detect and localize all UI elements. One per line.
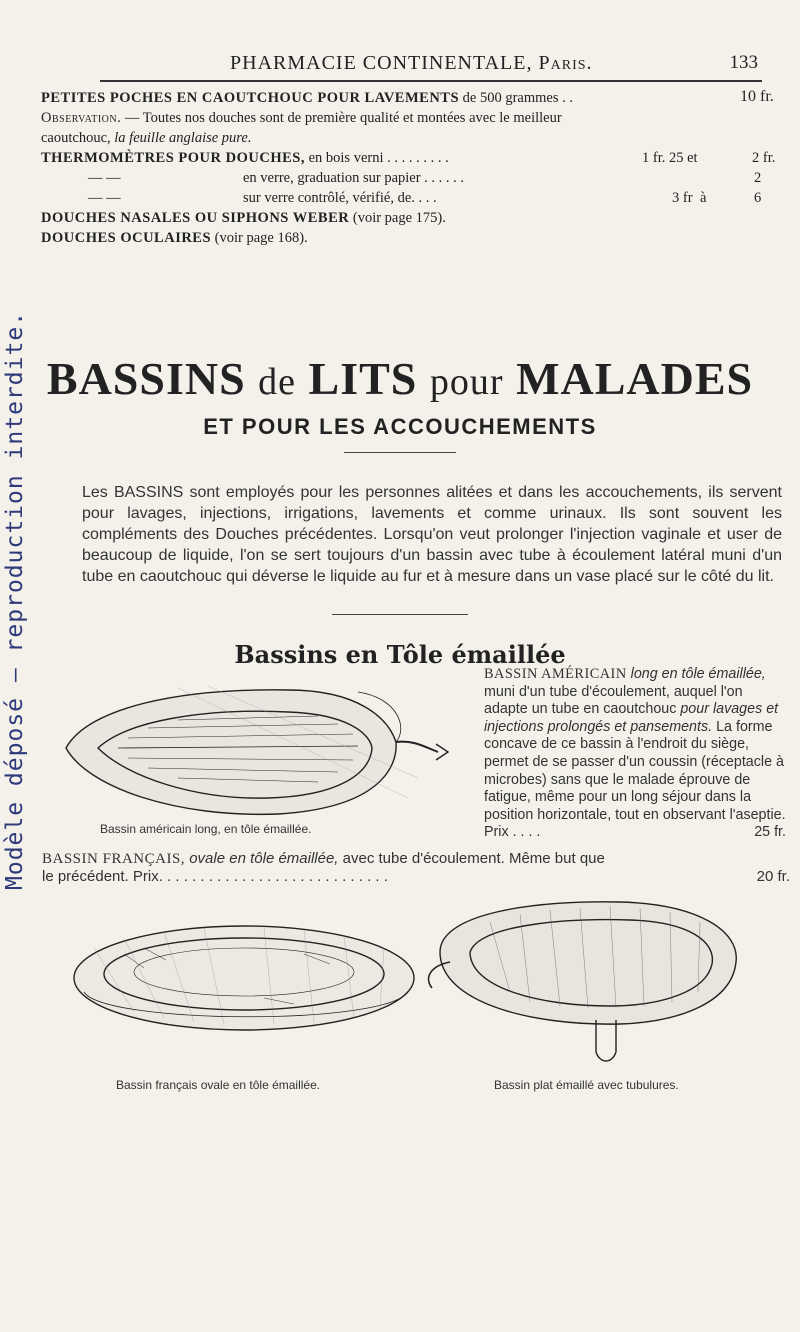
page-header [40,52,762,82]
french-basin-caption: Bassin français ovale en tôle émaillée. [116,1078,321,1092]
title-malades: MALADES [516,353,754,404]
side-stamp: Modèle déposé — reproduction interdite. [2,310,28,890]
section-title: Bassins en Tôle émaillée [234,640,566,669]
control-price-b: à [700,190,707,206]
header-rule [100,80,762,82]
american-basin-description [484,666,786,842]
control-price-c: 6 [754,190,762,206]
thermometer-rest: en bois verni . . . . . . . . . [308,150,449,166]
french-basin-illustration [64,908,424,1058]
american-basin-price: 25 fr. [754,824,786,841]
pockets-line [41,90,573,107]
thermometer-line [41,150,449,167]
intro-rule [332,614,468,615]
control-dash: — — [88,190,121,206]
french-basin-text-2: le précédent. Prix. . . . . . . . . . . . . . . . . . . . . . . . . . . . [42,868,388,885]
nasal-label: DOUCHES NASALES OU SIPHONS WEBER [41,210,350,226]
control-price-a: 3 fr [672,190,693,206]
ocular-rest: (voir page 168). [214,230,308,246]
ocular-line [41,230,308,247]
page-number: 133 [729,52,758,73]
glass-price: 2 [754,170,762,186]
observation-line [41,110,562,127]
title-lits: LITS [308,353,418,404]
pockets-rest: de 500 grammes . . [462,90,574,106]
nasal-line [41,210,446,227]
american-basin-italic-1: long en tôle émaillée, [630,666,766,682]
thermometer-label: THERMOMÈTRES POUR DOUCHES, [41,150,305,166]
american-basin-illustration [58,668,488,828]
ocular-label: DOUCHES OCULAIRES [41,230,212,246]
observation-text: — Toutes nos douches sont de première qualité et montées avec le meilleur [124,110,562,126]
french-basin-text-1: avec tube d'écoulement. Même but que [342,850,605,867]
observation-label: Observation. [41,110,122,126]
thermometer-price-b: 2 fr. [752,150,776,166]
pockets-price: 10 fr. [740,88,774,105]
pockets-label: PETITES POCHES EN CAOUTCHOUC POUR LAVEMENTS [41,90,460,106]
intro-paragraph: Les BASSINS sont employés pour les personnes alitées et dans les accouchements, ils servent pour lavages, injections, irrigations, lavements et comme urinaux. Ils sont souvent les compléments des Douches précédentes. Lorsqu'on veut prolonger l'injection vaginale et user de beaucoup de liquide, l'on se sert toujours d'un bassin avec tube à écoulement latéral muni d'un tube en caoutchouc qui déverse le liquide au fur et à mesure dans un vase placé sur le côté du lit. [82,484,782,585]
french-basin-label: BASSIN FRANÇAIS, [42,851,186,867]
american-basin-italic-2: pour lavages et injections prolongés et pansements. [484,701,779,735]
glass-text: en verre, graduation sur papier . . . . . . [243,170,465,186]
american-basin-label: BASSIN AMÉRICAIN [484,666,627,682]
american-basin-caption: Bassin américain long, en tôle émaillée. [100,822,312,836]
american-basin-text-1: muni d'un tube d'écoulement, auquel l'on adapte un tube en caoutchouc [484,683,743,718]
french-basin-description [42,850,790,886]
title-de: de [258,361,297,403]
glass-dash: — — [88,170,121,186]
title-pour: pour [429,361,504,403]
control-text: sur verre contrôlé, vérifié, de. . . . [243,190,437,206]
title-rule [344,452,456,453]
flat-basin-caption: Bassin plat émaillé avec tubulures. [494,1078,679,1092]
french-basin-italic: ovale en tôle émaillée, [189,850,339,867]
nasal-rest: (voir page 175). [352,210,446,226]
observation-line-2 [41,130,251,147]
french-basin-price: 20 fr. [756,868,790,885]
main-title [0,352,800,405]
title-bassins: BASSINS [46,353,246,404]
sub-title: ET POUR LES ACCOUCHEMENTS [203,414,597,439]
observation-text-2a: caoutchouc, [41,130,111,146]
running-title: PHARMACIE CONTINENTALE, Paris. [230,52,593,74]
flat-basin-illustration [420,892,750,1072]
observation-text-2b: la feuille anglaise pure. [114,130,252,146]
american-basin-text-2: La forme concave de ce bassin à l'endroit du siège, permet de se passer d'un coussin (réceptacle à microbes) sans que le malade éprouve de fatigue, même pour un long séjour dans la position horizontale, tout en observant l'aseptie. Prix . . . . [484,718,786,841]
thermometer-price-a: 1 fr. 25 et [642,150,698,166]
